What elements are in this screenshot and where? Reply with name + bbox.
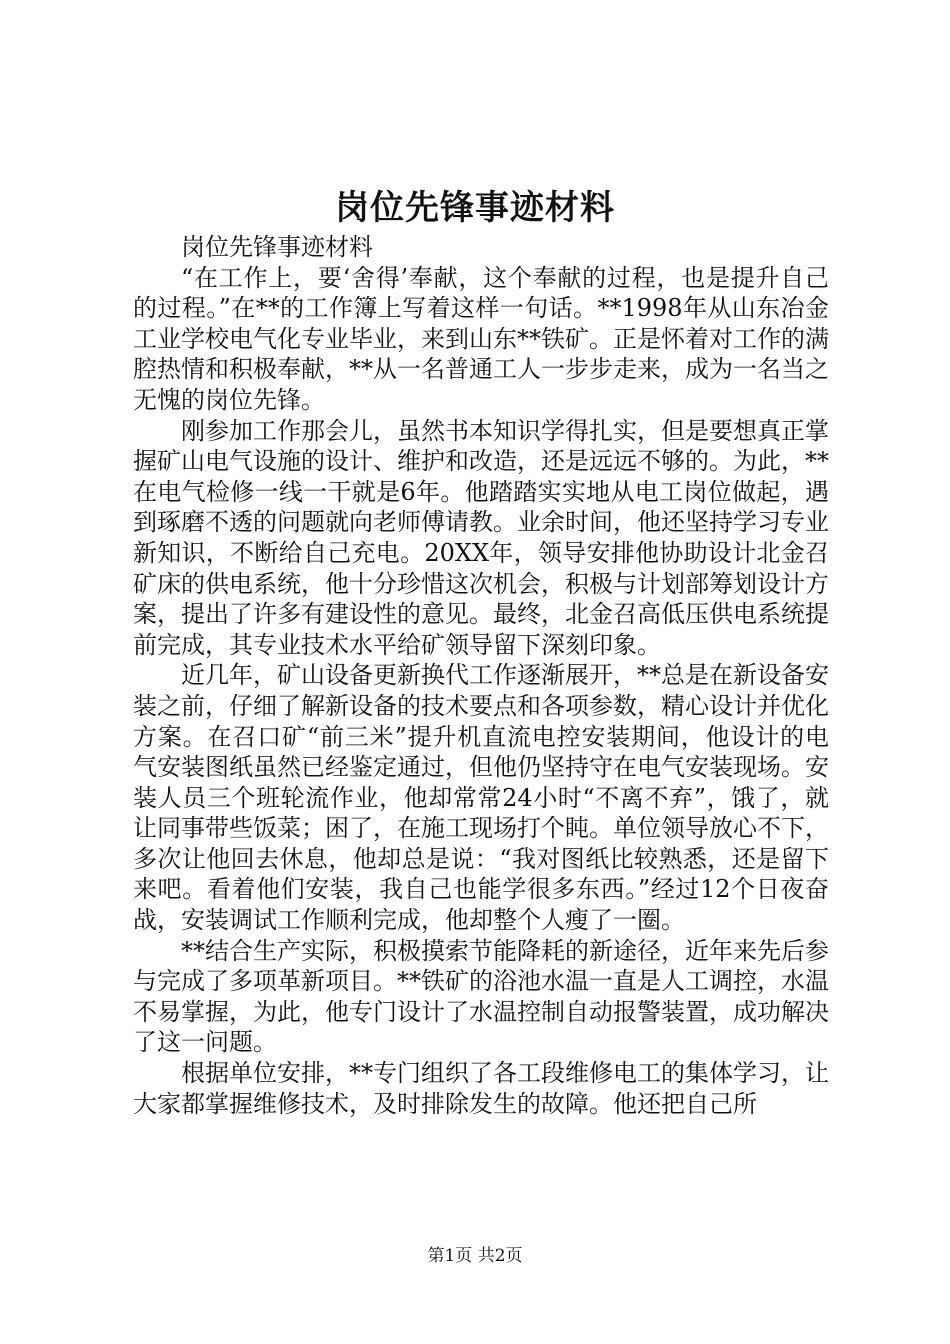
document-body: [133, 232, 829, 1119]
paragraph-5: 根据单位安排，**专门组织了各工段维修电工的集体学习，让大家都掌握维修技术，及时排除发生的故障。他还把自己所: [133, 1059, 829, 1118]
document-title: 岗位先锋事迹材料: [335, 188, 615, 228]
paragraph-1: “在工作上，要‘舍得’奉献，这个奉献的过程，也是提升自己的过程。”在**的工作簿上写着这样一句话。**1998年从山东冶金工业学校电气化专业毕业，来到山东**铁矿。正是怀着对工作的满腔热情和积极奉献，**从一名普通工人一步步走来，成为一名当之无愧的岗位先锋。: [133, 263, 829, 414]
paragraph-subtitle: 岗位先锋事迹材料: [181, 233, 373, 261]
page-footer: 第1页 共2页: [427, 1246, 523, 1266]
paragraph-2: 刚参加工作那会儿，虽然书本知识学得扎实，但是要想真正掌握矿山电气设施的设计、维护和改造，还是远远不够的。为此，**在电气检修一线一干就是6年。他踏踏实实地从电工岗位做起，遇到琢磨不透的问题就向老师傅请教。业余时间，他还坚持学习专业新知识，不断给自己充电。20XX年，领导安排他协助设计北金召矿床的供电系统，他十分珍惜这次机会，积极与计划部筹划设计方案，提出了许多有建设性的意见。最终，北金召高低压供电系统提前完成，其专业技术水平给矿领导留下深刻印象。: [133, 416, 829, 659]
paragraph-4: **结合生产实际，积极摸索节能降耗的新途径，近年来先后参与完成了多项革新项目。**铁矿的浴池水温一直是人工调控，水温不易掌握，为此，他专门设计了水温控制自动报警装置，成功解决了这一问题。: [133, 936, 829, 1057]
paragraph-3: 近几年，矿山设备更新换代工作逐渐展开，**总是在新设备安装之前，仔细了解新设备的技术要点和各项参数，精心设计并优化方案。在召口矿“前三米”提升机直流电控安装期间，他设计的电气安装图纸虽然已经鉴定通过，但他仍坚持守在电气安装现场。安装人员三个班轮流作业，他却常常24小时“不离不弃”，饿了，就让同事带些饭菜；困了，在施工现场打个盹。单位领导放心不下，多次让他回去休息，他却总是说：“我对图纸比较熟悉，还是留下来吧。看着他们安装，我自己也能学很多东西。”经过12个日夜奋战，安装调试工作顺利完成，他却整个人瘦了一圈。: [133, 661, 829, 935]
